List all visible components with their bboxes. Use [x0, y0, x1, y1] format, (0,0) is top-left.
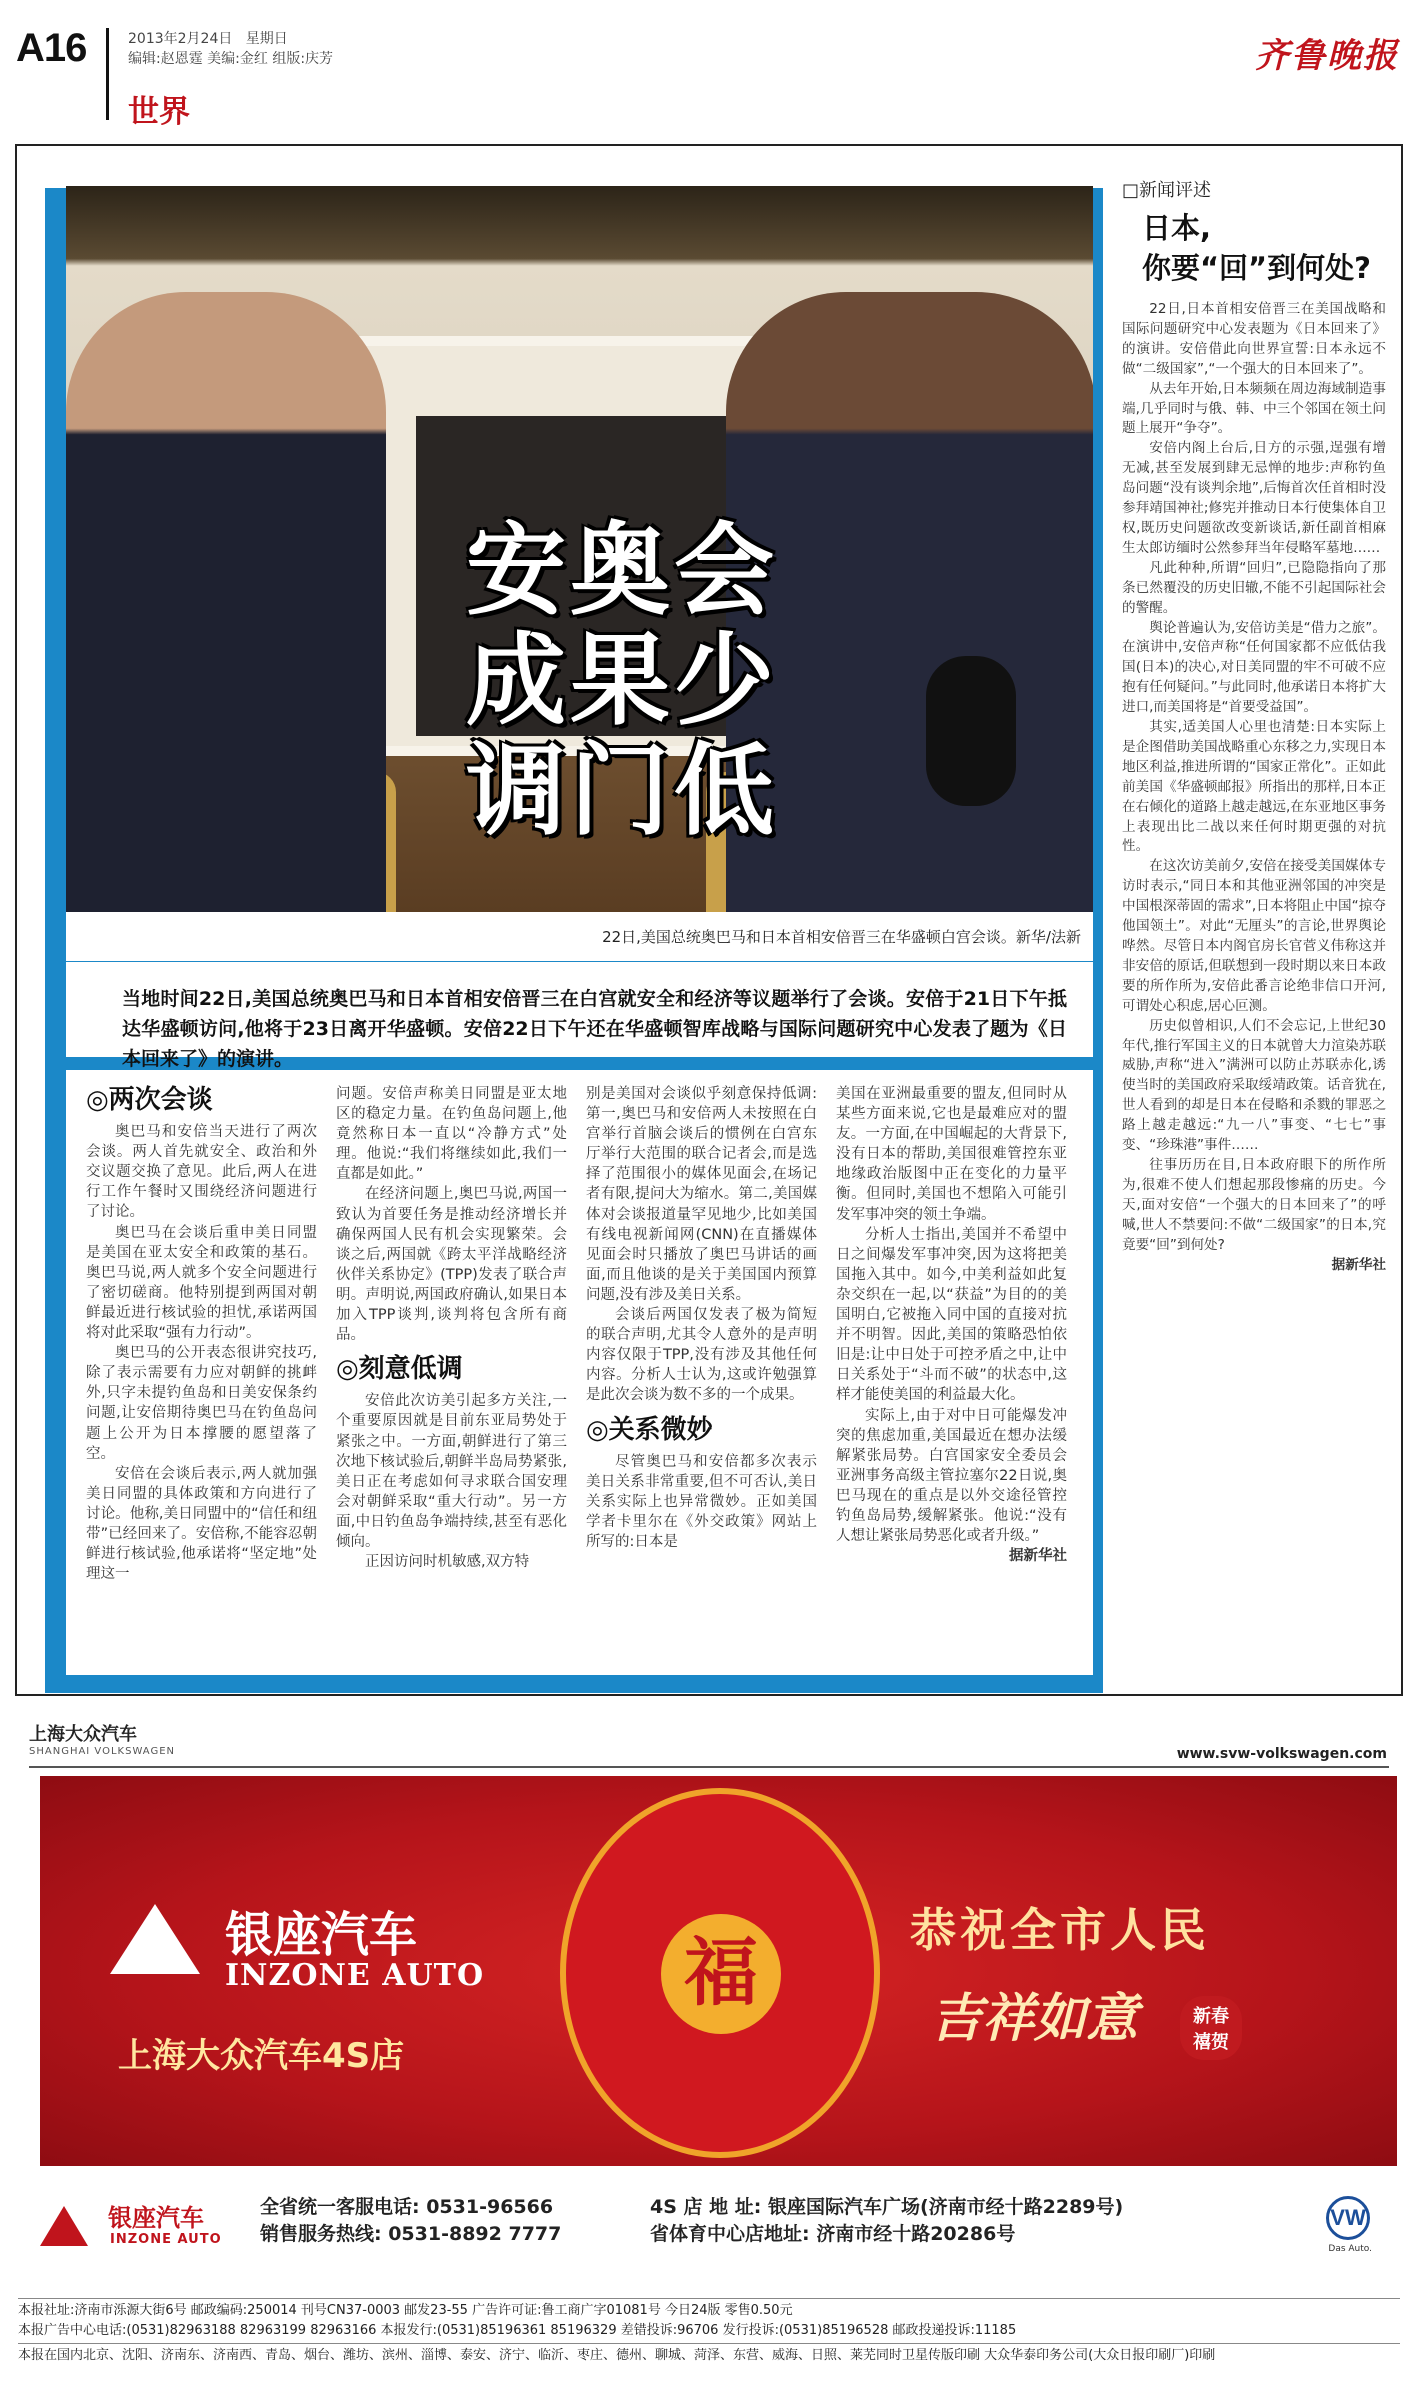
- date-text: 2013年2月24日: [128, 31, 233, 47]
- ad-url-link[interactable]: www.svw-volkswagen.com: [1176, 1746, 1387, 1762]
- commentary-text: [1122, 300, 1386, 1275]
- issue-date: [128, 30, 288, 49]
- paragraph: 舆论普遍认为,安倍访美是“借力之旅”。在演讲中,安倍声称“任何国家都不应低估我国(日本)的决心,对日美同盟的牢不可破不应抱有任何疑问。”与此同时,他承诺日本将扩大进口,而美国将是“首要受益国”。: [1122, 619, 1386, 716]
- obama-figure-image: [726, 292, 1093, 912]
- newspaper-logo: 齐鲁晚报: [1255, 36, 1399, 76]
- paragraph: 在经济问题上,奥巴马说,两国一致认为首要任务是推动经济增长并确保两国人民有机会实现繁荣。会谈之后,两国就《跨太平洋战略经济伙伴关系协定》(TPP)发表了联合声明。声明说,两国政府确认,如果日本加入TPP谈判,谈判将包含所有商品。: [336, 1186, 567, 1344]
- paragraph: 往事历历在目,日本政府眼下的所作所为,很难不使人们想起那段惨痛的历史。今天,面对安倍“一个强大的日本回来了”的呼喊,世人不禁要问:不做“二级国家”的日本,究竟要“回”到何处?: [1122, 1156, 1386, 1253]
- commentary-source: 据新华社: [1331, 1256, 1386, 1273]
- imprint-row-1: 本报社址:济南市泺源大街6号 邮政编码:250014 刊号CN37-0003 邮发23-55 广告许可证:鲁工商广字01081号 今日24版 零售0.50元: [18, 2303, 793, 2318]
- photo-caption: 22日,美国总统奥巴马和日本首相安倍晋三在华盛顿白宫会谈。新华/法新: [66, 912, 1093, 962]
- greeting-text: 恭祝全市人民: [910, 1903, 1210, 1957]
- commentary-sidebar: [1122, 176, 1386, 1275]
- paragraph: 安倍内阁上台后,日方的示强,逞强有增无减,甚至发展到肆无忌惮的地步:声称钓鱼岛问题“没有谈判余地”,后悔首次任首相时没参拜靖国神社;修宪并推动日本行使集体自卫权,既历史问题欲改变新谈话,新任副首相麻生太郎访缅时公然参拜当年侵略军墓地……: [1122, 440, 1386, 556]
- dealer-addresses: [650, 2194, 1123, 2248]
- inzone-small-logo-icon: [40, 2206, 88, 2246]
- dealer-name-en: INZONE AUTO: [225, 1958, 485, 1993]
- imprint-row-3: 本报在国内北京、沈阳、济南东、济南西、青岛、烟台、潍坊、滨州、淄博、泰安、济宁、临沂、枣庄、德州、聊城、菏泽、东营、威海、日照、莱芜同时卫星传版印刷 大众华泰印务公司(大众日报印刷厂)印刷: [18, 2348, 1216, 2363]
- subheading: ◎关系微妙: [586, 1414, 713, 1445]
- article-body: [66, 1070, 1093, 1675]
- microphone-image: [926, 656, 1016, 806]
- paragraph: 历史似曾相识,人们不会忘记,上世纪30年代,推行军国主义的日本就曾大力渲染苏联威胁,声称“进入”满洲可以防止苏联赤化,诱使当时的美国政府采取绥靖政策。话音犹在,世人看到的却是日本在侵略和杀戮的罪恶之路上越走越远:“九一八”事变、“七七”事变、“珍珠港”事件……: [1122, 1017, 1386, 1154]
- headline: [466, 512, 778, 849]
- paragraph: 分析人士指出,美国并不希望中日之间爆发军事冲突,因为这将把美国拖入其中。如今,中美利益如此复杂交织在一起,以“获益”为目的的美国明白,它被拖入同中国的直接对抗并不明智。因此,美国的策略恐怕依旧是:让中日处于可控矛盾之中,让中日关系处于“斗而不破”的状态中,这样才能使美国的利益最大化。: [836, 1226, 1067, 1404]
- page-number: A16: [16, 26, 87, 70]
- address-2: 省体育中心店地址: 济南市经十路20286号: [650, 2223, 1016, 2245]
- calligraphy-greeting: 吉祥如意: [930, 1988, 1139, 2049]
- dealer-name-small-en: INZONE AUTO: [110, 2232, 222, 2247]
- dealer-shop: 上海大众汽车4S店: [118, 2036, 405, 2076]
- paragraph: 美国在亚洲最重要的盟友,但同时从某些方面来说,它也是最难应对的盟友。一方面,在中国崛起的大背景下,没有日本的帮助,美国很难管控东亚地缘政治版图中正在变化的力量平衡。但同时,美国也不想陷入可能引发军事冲突的领土争端。: [836, 1086, 1067, 1223]
- subheading: ◎两次会谈: [86, 1085, 213, 1115]
- vw-slogan: Das Auto.: [1328, 2244, 1372, 2254]
- section-title: 世界: [128, 94, 190, 130]
- paragraph: 22日,日本首相安倍晋三在美国战略和国际问题研究中心发表题为《日本回来了》的演讲。安倍借此向世界宣誓:日本永远不做“二级国家”,“一个强大的日本回来了”。: [1122, 301, 1386, 377]
- subheading: ◎刻意低调: [336, 1354, 463, 1385]
- abe-figure-image: [66, 292, 386, 912]
- paragraph: 从去年开始,日本频频在周边海域制造事端,几乎同时与俄、韩、中三个邻国在领土问题上展开“争夺”。: [1122, 380, 1386, 437]
- paragraph: 实际上,由于对中日可能爆发冲突的焦虑加重,美国最近在想办法缓解紧张局势。白宫国家安全委员会亚洲事务高级主管拉塞尔22日说,奥巴马现在的重点是以外交途径管控钓鱼岛局势,缓解紧张。他说:“没有人想让紧张局势恶化或者升级。”: [836, 1407, 1067, 1545]
- ad-brand: [29, 1720, 175, 1757]
- papercut-medallion-image: [560, 1788, 880, 2158]
- imprint-row-2: 本报广告中心电话:(0531)82963188 82963199 82963166 本报发行:(0531)85196361 85196329 差错投诉:96706 发行投诉:(0531)85196528 邮政投递投诉:11185: [18, 2323, 1017, 2338]
- ad-brand-name: 上海大众汽车: [29, 1724, 137, 1745]
- headline-line-1: 安奥会: [466, 512, 778, 629]
- dealer-name: 银座汽车: [225, 1907, 418, 1963]
- paragraph: 会谈后两国仅发表了极为简短的联合声明,尤其令人意外的是声明内容仅限于TPP,没有涉及其他任何内容。分析人士认为,这或许勉强算是此次会谈为数不多的一个成果。: [586, 1307, 817, 1404]
- imprint-footer: [18, 2296, 1400, 2366]
- commentary-title-line-1: 日本,: [1142, 211, 1212, 245]
- paragraph: 凡此种种,所谓“回归”,已隐隐指向了那条已然覆没的历史旧辙,不能不引起国际社会的警醒。: [1122, 559, 1386, 616]
- ad-brand-name-en: SHANGHAI VOLKSWAGEN: [29, 1746, 175, 1757]
- article-column-1: [86, 1084, 317, 1584]
- paragraph: 问题。安倍声称美日同盟是亚太地区的稳定力量。在钓鱼岛问题上,他竟然称日本一直以“冷静方式”处理。他说:“我们将继续如此,我们一直都是如此。”: [336, 1086, 567, 1183]
- paragraph: 奥巴马和安倍当天进行了两次会谈。两人首先就安全、政治和外交议题交换了意见。此后,两人在进行工作午餐时又围绕经济问题进行了讨论。: [86, 1124, 317, 1221]
- paragraph: 安倍此次访美引起多方关注,一个重要原因就是目前东亚局势处于紧张之中。一方面,朝鲜进行了第三次地下核试验后,朝鲜半岛局势紧张,美日正在考虑如何寻求联合国安理会对朝鲜采取“重大行动”。另一方面,中日钓鱼岛争端持续,甚至有恶化倾向。: [336, 1393, 567, 1550]
- article-source: 据新华社: [1009, 1548, 1067, 1565]
- sales-phone: 销售服务热线: 0531-8892 7777: [260, 2223, 562, 2245]
- editor-credits: 编辑:赵恩霆 美编:金红 组版:庆芳: [128, 51, 334, 67]
- paragraph: 安倍在会谈后表示,两人就加强美日同盟的具体政策和方向进行了讨论。他称,美日同盟中的“信任和纽带”已经回来了。安倍称,不能容忍朝鲜进行核试验,他承诺将“坚定地”处理这一: [86, 1465, 317, 1583]
- lead-paragraph: 当地时间22日,美国总统奥巴马和日本首相安倍晋三在白宫就安全和经济等议题举行了会谈。安倍于21日下午抵达华盛顿访问,他将于23日离开华盛顿。安倍22日下午还在华盛顿智库战略与国际问题研究中心发表了题为《日本回来了》的演讲。: [66, 962, 1093, 1057]
- article-column-4: [836, 1084, 1067, 1566]
- paragraph: 正因访问时机敏感,双方特: [365, 1554, 530, 1571]
- paragraph: 奥巴马的公开表态很讲究技巧,除了表示需要有力应对朝鲜的挑衅外,只字未提钓鱼岛和日美安保条约问题,让安倍期待奥巴马在钓鱼岛问题上公开为日本撑腰的愿望落了空。: [86, 1345, 317, 1462]
- new-year-seal: 新春禧贺: [1180, 1996, 1242, 2060]
- article-column-2: [336, 1084, 567, 1572]
- paragraph: 在这次访美前夕,安倍在接受美国媒体专访时表示,“同日本和其他亚洲邻国的冲突是中国根深蒂固的需求”,日本将阻止中国“掠夺他国领土”。对此“无厘头”的言论,世界舆论哗然。尽管日本内阁官房长官菅义伟称这并非安倍的原话,但联想到一段时期以来日本政要的所作所为,安倍此番言论绝非信口开河,可谓处心积虑,居心叵测。: [1122, 858, 1386, 1014]
- ad-divider: [29, 1766, 1389, 1768]
- paragraph: 尽管奥巴马和安倍都多次表示美日关系非常重要,但不可否认,美日关系实际上也异常微妙。正如美国学者卡里尔在《外交政策》网站上所写的:日本是: [586, 1453, 817, 1550]
- commentary-tag: □新闻评述: [1122, 180, 1212, 201]
- vw-logo-icon: VW: [1326, 2196, 1370, 2240]
- advertisement[interactable]: [15, 1706, 1403, 2296]
- dealer-name-small: 银座汽车: [108, 2204, 204, 2232]
- paragraph: 其实,适美国人心里也清楚:日本实际上是企图借助美国战略重心东移之力,实现日本地区利益,推进所谓的“国家正常化”。正如此前美国《华盛顿邮报》所指出的那样,日本正在右倾化的道路上越走越远,在东亚地区事务上表现出比二战以来任何时期更强的对抗性。: [1122, 719, 1386, 855]
- weekday-text: 星期日: [245, 31, 288, 47]
- commentary-title: [1142, 208, 1386, 288]
- paragraph: 奥巴马在会谈后重申美日同盟是美国在亚太安全和政策的基石。奥巴马说,两人就多个安全问题进行了密切磋商。他特别提到两国对朝鲜最近进行核试验的担忧,承诺两国将对此采取“强有力行动”。: [86, 1224, 317, 1342]
- fu-character: 福: [661, 1914, 781, 2034]
- headline-line-2: 成果少: [466, 622, 778, 739]
- service-phone: 全省统一客服电话: 0531-96566: [260, 2196, 554, 2218]
- ad-contact-strip: [30, 2176, 1390, 2276]
- header-divider: [106, 28, 109, 120]
- headline-line-3: 调门低: [466, 732, 778, 849]
- address-1: 4S 店 地 址: 银座国际汽车广场(济南市经十路2289号): [650, 2196, 1124, 2218]
- ad-banner[interactable]: [40, 1776, 1397, 2166]
- commentary-title-line-2: 你要“回”到何处?: [1142, 251, 1371, 285]
- article-column-3: [586, 1084, 817, 1552]
- inzone-logo-icon: [110, 1904, 200, 1974]
- news-photo: [66, 186, 1093, 912]
- paragraph: 别是美国对会谈似乎刻意保持低调:第一,奥巴马和安倍两人未按照在白宫举行首脑会谈后的惯例在白宫东厅举行大范围的联合记者会,而是选择了范围很小的媒体见面会,在场记者有限,提问大为缩水。第二,美国媒体对会谈报道量罕见地少,比如美国有线电视新闻网(CNN)在直播媒体见面会时只播放了奥巴马讲话的画面,而且他谈的是关于美国国内预算问题,没有涉及美日关系。: [586, 1086, 817, 1303]
- dealer-phones: [260, 2194, 561, 2248]
